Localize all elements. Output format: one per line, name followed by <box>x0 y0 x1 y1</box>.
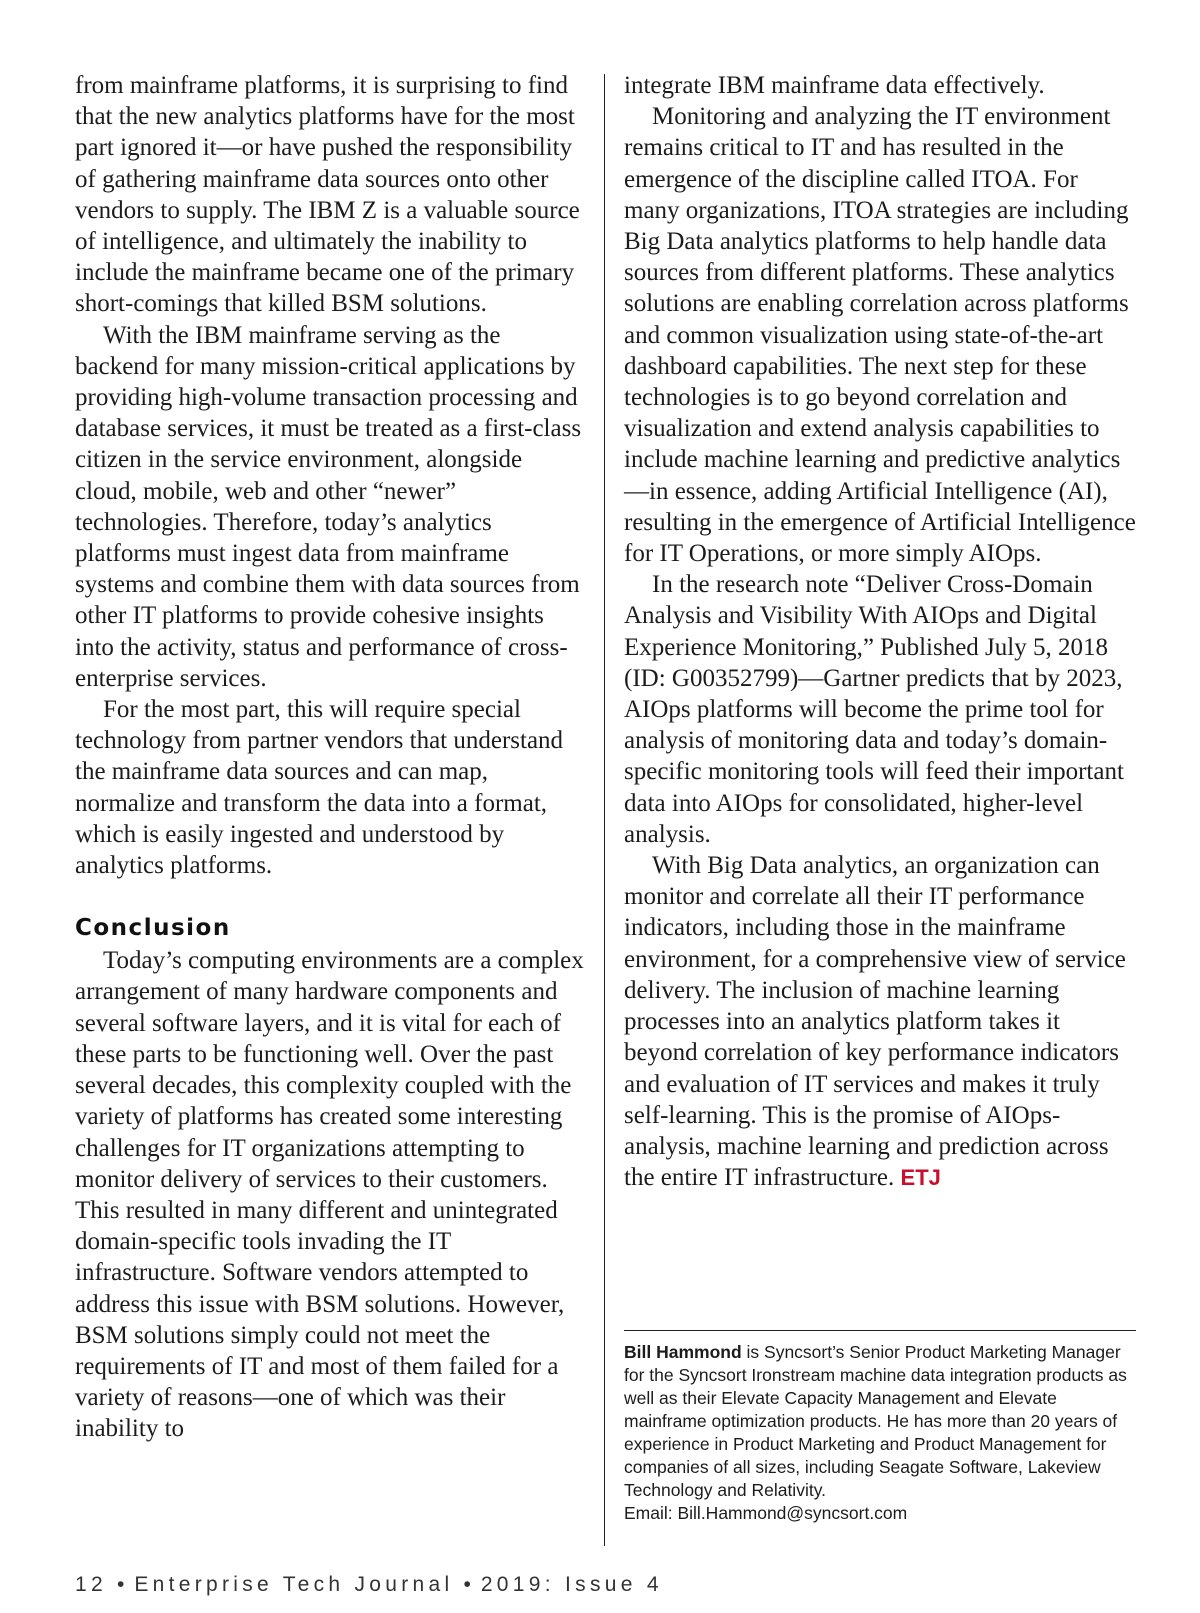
right-column <box>624 70 1136 1193</box>
left-column <box>75 70 585 1445</box>
etj-end-mark: ETJ <box>900 1165 941 1191</box>
author-bio <box>624 1330 1136 1525</box>
page-number: 12 <box>75 1573 107 1596</box>
author-email[interactable]: Email: Bill.Hammond@syncsort.com <box>624 1503 908 1523</box>
body-paragraph: In the research note “Deliver Cross-Domain Analysis and Visibility With AIOps and Digital Experience Monitoring,” Published July 5, 2018 (ID: G00352799)—Gartner predicts that by 2023, AIOps platforms will become the prime tool for analysis of monitoring data and today’s domain-specific monitoring tools will feed their important data into AIOps for consolidated, higher-level analysis. <box>624 571 1124 848</box>
body-paragraph: Today’s computing environments are a complex arrangement of many hardware components and several software layers, and it is vital for each of these parts to be functioning well. Over the past several decades, this complexity coupled with the variety of platforms has created some interesting challenges for IT organizations attempting to monitor delivery of services to their customers. This resulted in many different and unintegrated domain-specific tools invading the IT infrastructure. Software vendors attempted to address this issue with BSM solutions. However, BSM solutions simply could not meet the requirements of IT and most of them failed for a variety of reasons—one of which was their inability to <box>75 947 584 1443</box>
issue-label: 2019: Issue 4 <box>480 1573 663 1596</box>
body-paragraph: With the IBM mainframe serving as the backend for many mission-critical applications by providing high-volume transaction processing and database services, it must be treated as a first-class citizen in the service environment, alongside cloud, mobile, web and other “newer” technologies. Therefore, today’s analytics platforms must ingest data from mainframe systems and combine them with data sources from other IT platforms to provide cohesive insights into the activity, status and performance of cross-enterprise services. <box>75 321 582 692</box>
final-paragraph-text: With Big Data analytics, an organization can monitor and correlate all their IT performance indicators, including those in the mainframe environment, for a comprehensive view of service delivery. The inclusion of machine learning processes into an analytics platform takes it beyond correlation of key performance indicators and evaluation of IT services and makes it truly self-learning. This is the promise of AIOps-analysis, machine learning and prediction across the entire IT infrastructure. <box>624 852 1126 1192</box>
footer-separator: • <box>116 1573 125 1596</box>
body-paragraph: Monitoring and analyzing the IT environment remains critical to IT and has resulted in the emergence of the discipline called ITOA. For many organizations, ITOA strategies are including Big Data analytics platforms to help handle data sources from different platforms. These analytics solutions are enabling correlation across platforms and common visualization using state-of-the-art dashboard capabilities. The next step for these technologies is to go beyond correlation and visualization and extend analysis capabilities to include machine learning and predictive analytics—in essence, adding Artificial Intelligence (AI), resulting in the emergence of Artificial Intelligence for IT Operations, or more simply AIOps. <box>624 103 1136 568</box>
bio-text <box>624 1341 1136 1502</box>
section-heading-conclusion: Conclusion <box>75 915 231 942</box>
body-paragraph: from mainframe platforms, it is surprising to find that the new analytics platforms have for the most part ignored it—or have pushed the responsibility of gathering mainframe data sources onto other vendors to supply. The IBM Z is a valuable source of intelligence, and ultimately the inability to include the mainframe became one of the primary short-comings that killed BSM solutions. <box>75 72 580 318</box>
body-paragraph: integrate IBM mainframe data effectively. <box>624 72 1045 99</box>
bio-description: is Syncsort’s Senior Product Marketing Manager for the Syncsort Ironstream machine data integration products as well as their Elevate Capacity Management and Elevate mainframe optimization products. He has more than 20 years of experience in Product Marketing and Product Management for companies of all sizes, including Seagate Software, Lakeview Technology and Relativity. <box>624 1342 1127 1500</box>
author-name: Bill Hammond <box>624 1342 742 1362</box>
publication-name: Enterprise Tech Journal <box>134 1573 454 1596</box>
body-paragraph: For the most part, this will require special technology from partner vendors that understand the mainframe data sources and can map, normalize and transform the data into a format, which is easily ingested and understood by analytics platforms. <box>75 696 564 880</box>
column-divider <box>604 74 605 1546</box>
body-paragraph-final <box>624 850 1136 1193</box>
page-footer <box>75 1573 663 1597</box>
footer-separator: • <box>463 1573 471 1596</box>
